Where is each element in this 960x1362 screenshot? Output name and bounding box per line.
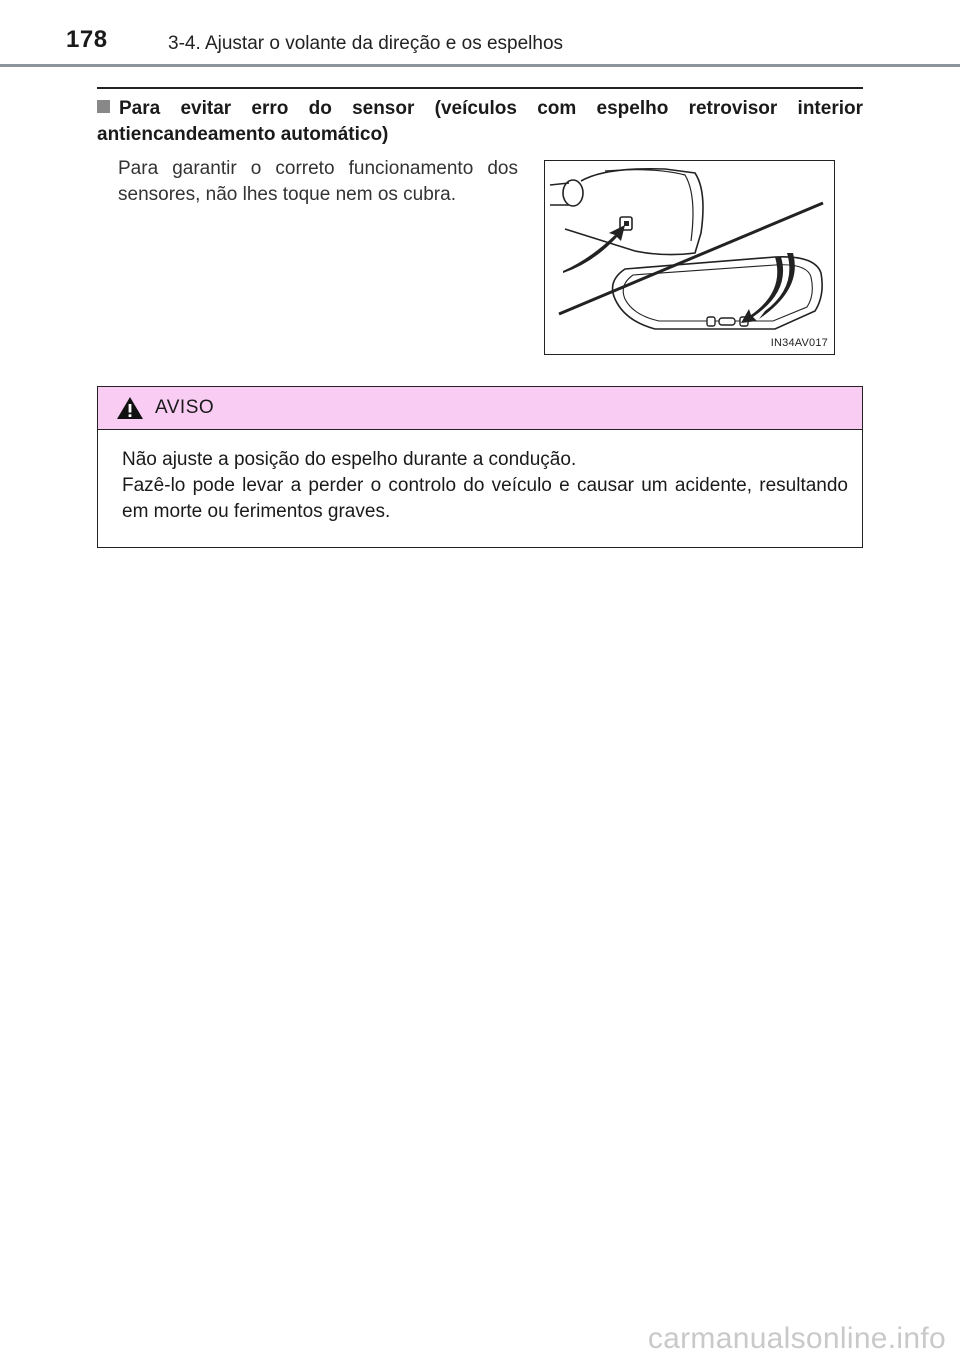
page-number: 178 <box>66 26 108 53</box>
diagonal-separator <box>559 203 823 314</box>
warning-box <box>97 386 863 548</box>
arrow-to-rear-sensor-icon <box>563 225 625 273</box>
watermark: carmanualsonline.info <box>647 1322 946 1355</box>
running-header-title: 3-4. Ajustar o volante da direção e os espelhos <box>168 33 564 54</box>
section-heading <box>97 96 863 148</box>
warning-title: AVISO <box>155 397 215 418</box>
warning-line-2: Fazê-lo pode levar a perder o controlo do veículo e causar um acidente, resultando em morte ou ferimentos graves. <box>122 475 848 522</box>
warning-triangle-icon <box>116 396 144 420</box>
warning-line-1: Não ajuste a posição do espelho durante a condução. <box>122 449 577 470</box>
mirror-drawing <box>545 161 836 356</box>
warning-header <box>98 387 862 430</box>
section-body-text: Para garantir o correto funcionamento dos sensores, não lhes toque nem os cubra. <box>118 158 518 205</box>
section-divider <box>97 87 863 89</box>
header-divider <box>0 64 960 67</box>
section-heading-text: Para evitar erro do sensor (veículos com espelho retrovisor interior antiencandeamento automático) <box>97 98 863 145</box>
front-sensor-icon <box>707 317 715 326</box>
upper-mirror-outline <box>565 169 703 255</box>
square-bullet-icon <box>97 100 110 113</box>
warning-body <box>122 447 848 525</box>
mirror-sensor-illustration <box>544 160 835 355</box>
indicator-icon <box>719 318 735 325</box>
figure-code: IN34AV017 <box>770 337 828 349</box>
